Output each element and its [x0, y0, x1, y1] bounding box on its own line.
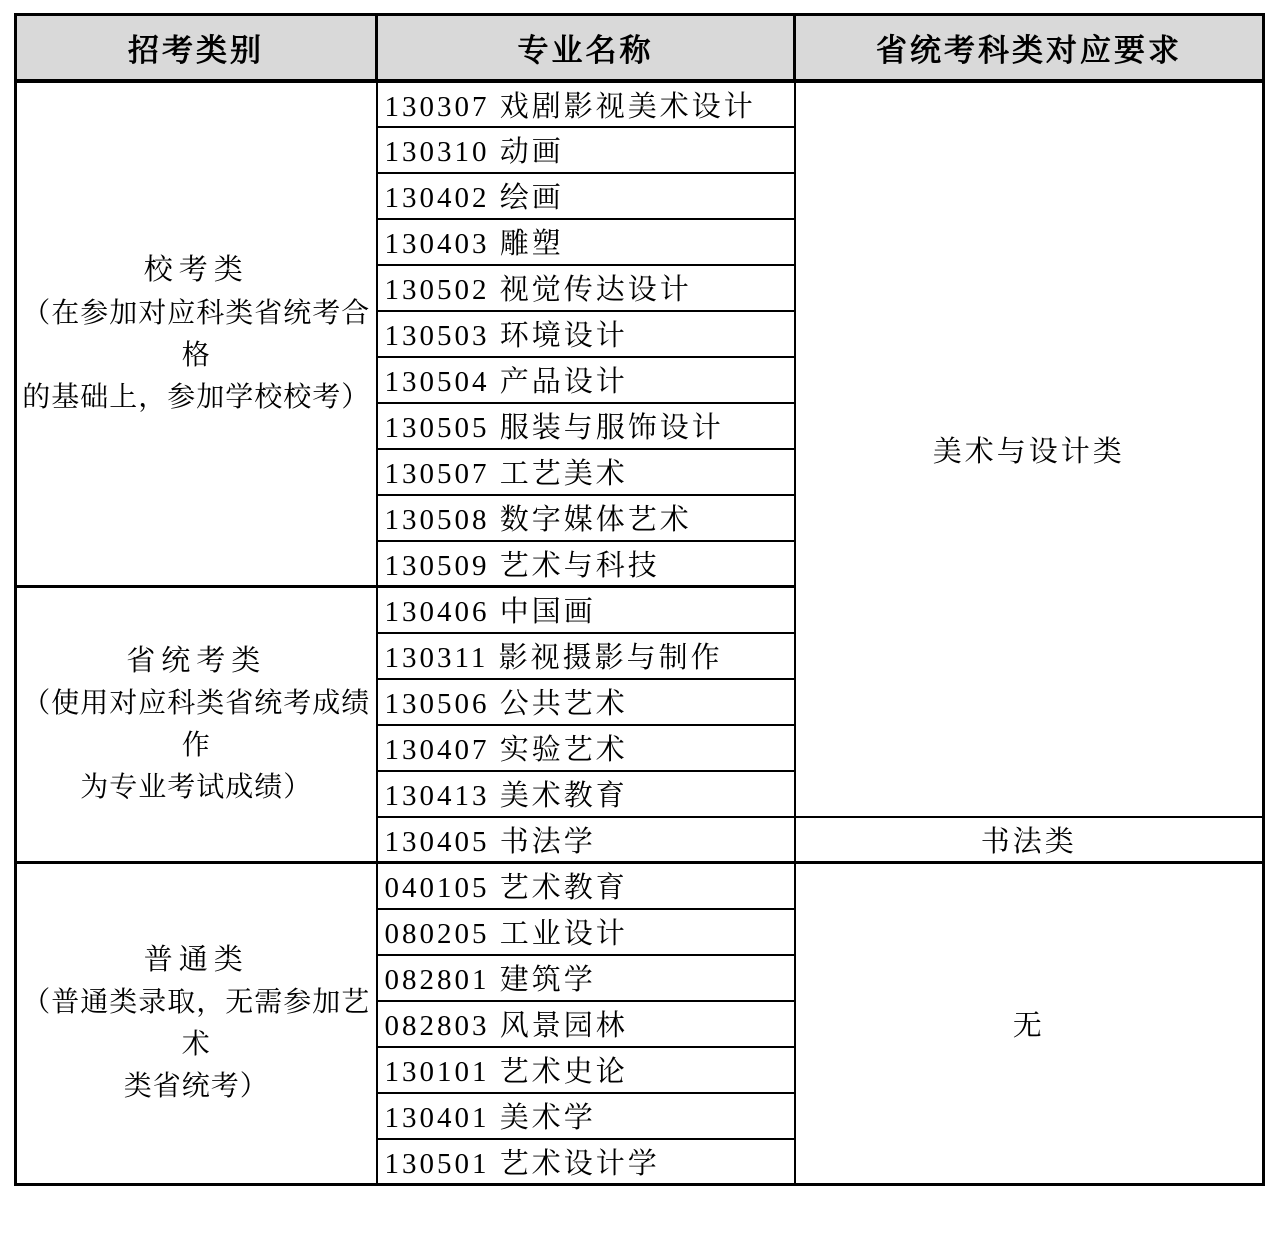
major-cell: 130310 动画: [377, 127, 795, 173]
category-title: 省统考类: [126, 644, 267, 677]
major-cell: 080205 工业设计: [377, 909, 795, 955]
category-cell: [16, 863, 377, 1185]
header-row: [16, 15, 1264, 81]
category-title: 普通类: [143, 943, 249, 976]
major-cell: 130406 中国画: [377, 587, 795, 633]
major-cell: 130311 影视摄影与制作: [377, 633, 795, 679]
requirement-cell: 书法类: [795, 817, 1264, 863]
major-cell: 130307 戏剧影视美术设计: [377, 81, 795, 127]
header-cell-category: 招考类别: [16, 15, 377, 81]
major-cell: 130508 数字媒体艺术: [377, 495, 795, 541]
category-title: 校考类: [143, 254, 249, 286]
major-cell: 082803 风景园林: [377, 1001, 795, 1047]
major-cell: 130505 服装与服饰设计: [377, 403, 795, 449]
major-cell: 130413 美术教育: [377, 771, 795, 817]
major-cell: 130101 艺术史论: [377, 1047, 795, 1093]
category-note: （普通类录取，无需参加艺术 类省统考）: [22, 987, 371, 1103]
major-cell: 130509 艺术与科技: [377, 541, 795, 587]
major-cell: 082801 建筑学: [377, 955, 795, 1001]
major-cell: 130504 产品设计: [377, 357, 795, 403]
major-cell: 130405 书法学: [377, 817, 795, 863]
category-note: （使用对应科类省统考成绩作 为专业考试成绩）: [22, 688, 371, 804]
header-cell-requirement: 省统考科类对应要求: [795, 15, 1264, 81]
admission-categories-table: [14, 13, 1265, 1186]
major-cell: 130507 工艺美术: [377, 449, 795, 495]
major-cell: 130403 雕塑: [377, 219, 795, 265]
table-header: [16, 15, 1264, 81]
major-cell: 130501 艺术设计学: [377, 1139, 795, 1185]
major-cell: 130506 公共艺术: [377, 679, 795, 725]
major-cell: 130503 环境设计: [377, 311, 795, 357]
table-body: [16, 81, 1264, 1185]
requirement-cell: 无: [795, 863, 1264, 1185]
header-cell-major: 专业名称: [377, 15, 795, 81]
major-cell: 130401 美术学: [377, 1093, 795, 1139]
category-cell: [16, 81, 377, 587]
table-row: [16, 81, 1264, 127]
major-cell: 130407 实验艺术: [377, 725, 795, 771]
major-cell: 040105 艺术教育: [377, 863, 795, 909]
requirement-cell: 美术与设计类: [795, 81, 1264, 817]
category-cell: [16, 587, 377, 863]
major-cell: 130502 视觉传达设计: [377, 265, 795, 311]
table-row: [16, 863, 1264, 909]
major-cell: 130402 绘画: [377, 173, 795, 219]
category-note: （在参加对应科类省统考合格 的基础上，参加学校校考）: [22, 297, 371, 413]
